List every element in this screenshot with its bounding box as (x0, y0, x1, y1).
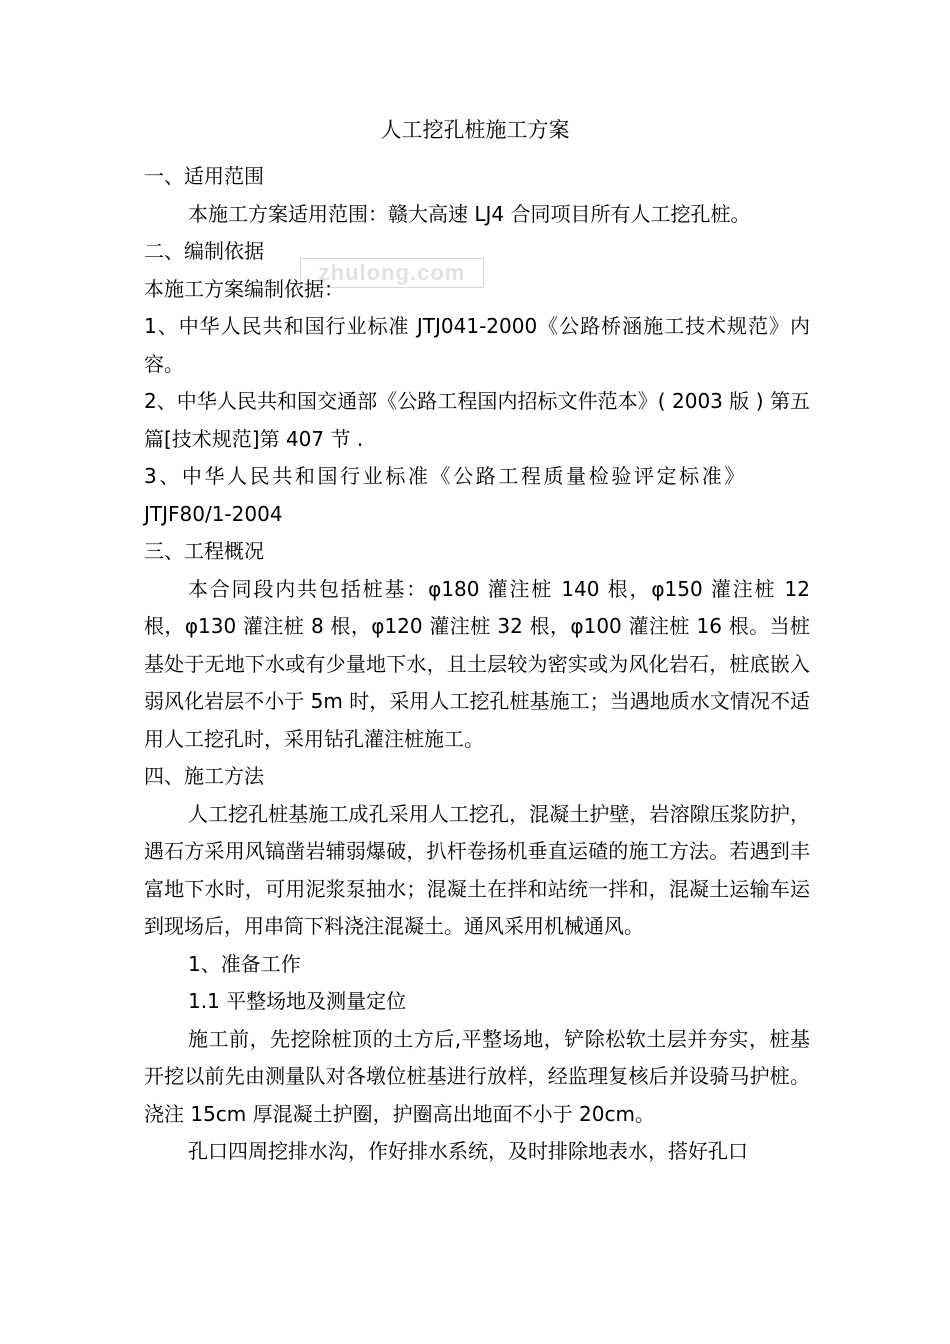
overview-paragraph: 本合同段内共包括桩基：φ180 灌注桩 140 根，φ150 灌注桩 12 根，φ130 灌注桩 8 根，φ120 灌注桩 32 根，φ100 灌注桩 16 根。当桩基处于无地下水或有少量地下水，且土层较为密实或为风化岩石，桩底嵌入弱风化岩层不小于 5m 时，采用人工挖孔桩基施工；当遇地质水文情况不适用人工挖孔时，采用钻孔灌注桩施工。 (144, 576, 810, 751)
site-leveling-paragraph: 施工前，先挖除桩顶的土方后,平整场地，铲除松软土层并夯实，桩基开挖以前先由测量队对各墩位桩基进行放样，经监理复核后并设骑马护桩。浇注 15cm 厚混凝土护圈，护圈高出地面不小于 20cm。 (144, 1026, 810, 1126)
basis-item-1: 1、中华人民共和国行业标准 JTJ041-2000《公路桥涵施工技术规范》内容。 (144, 314, 810, 376)
method-paragraph: 人工挖孔桩基施工成孔采用人工挖孔，混凝土护壁，岩溶隙压浆防护，遇石方采用风镐凿岩辅弱爆破，扒杆卷扬机垂直运碴的施工方法。若遇到丰富地下水时，可用泥浆泵抽水；混凝土在拌和站统一拌和，混凝土运输车运到现场后，用串筒下料浇注混凝土。通风采用机械通风。 (144, 801, 810, 938)
section-heading-basis: 二、编制依据 (144, 239, 264, 263)
document-title: 人工挖孔桩施工方案 (380, 118, 570, 142)
section-heading-method: 四、施工方法 (144, 764, 264, 788)
section-heading-overview: 三、工程概况 (144, 539, 264, 563)
scope-paragraph: 本施工方案适用范围：赣大高速 LJ4 合同项目所有人工挖孔桩。 (188, 201, 751, 226)
basis-item-3-code: JTJF80/1-2004 (144, 501, 283, 526)
watermark-logo: zhulong.com (300, 258, 484, 288)
subheading-preparation: 1、准备工作 (188, 951, 301, 976)
basis-item-3: 3、中华人民共和国行业标准《公路工程质量检验评定标准》 (144, 464, 747, 488)
document-body (144, 158, 810, 1171)
section-heading-scope: 一、适用范围 (144, 164, 264, 188)
subheading-site-leveling: 1.1 平整场地及测量定位 (188, 989, 407, 1013)
drainage-paragraph: 孔口四周挖排水沟，作好排水系统，及时排除地表水，搭好孔口 (188, 1139, 748, 1163)
basis-item-2: 2、中华人民共和国交通部《公路工程国内招标文件范本》( 2003 版 ) 第五篇[技术规范]第 407 节 . (144, 389, 810, 451)
basis-intro: 本施工方案编制依据： (144, 276, 344, 301)
